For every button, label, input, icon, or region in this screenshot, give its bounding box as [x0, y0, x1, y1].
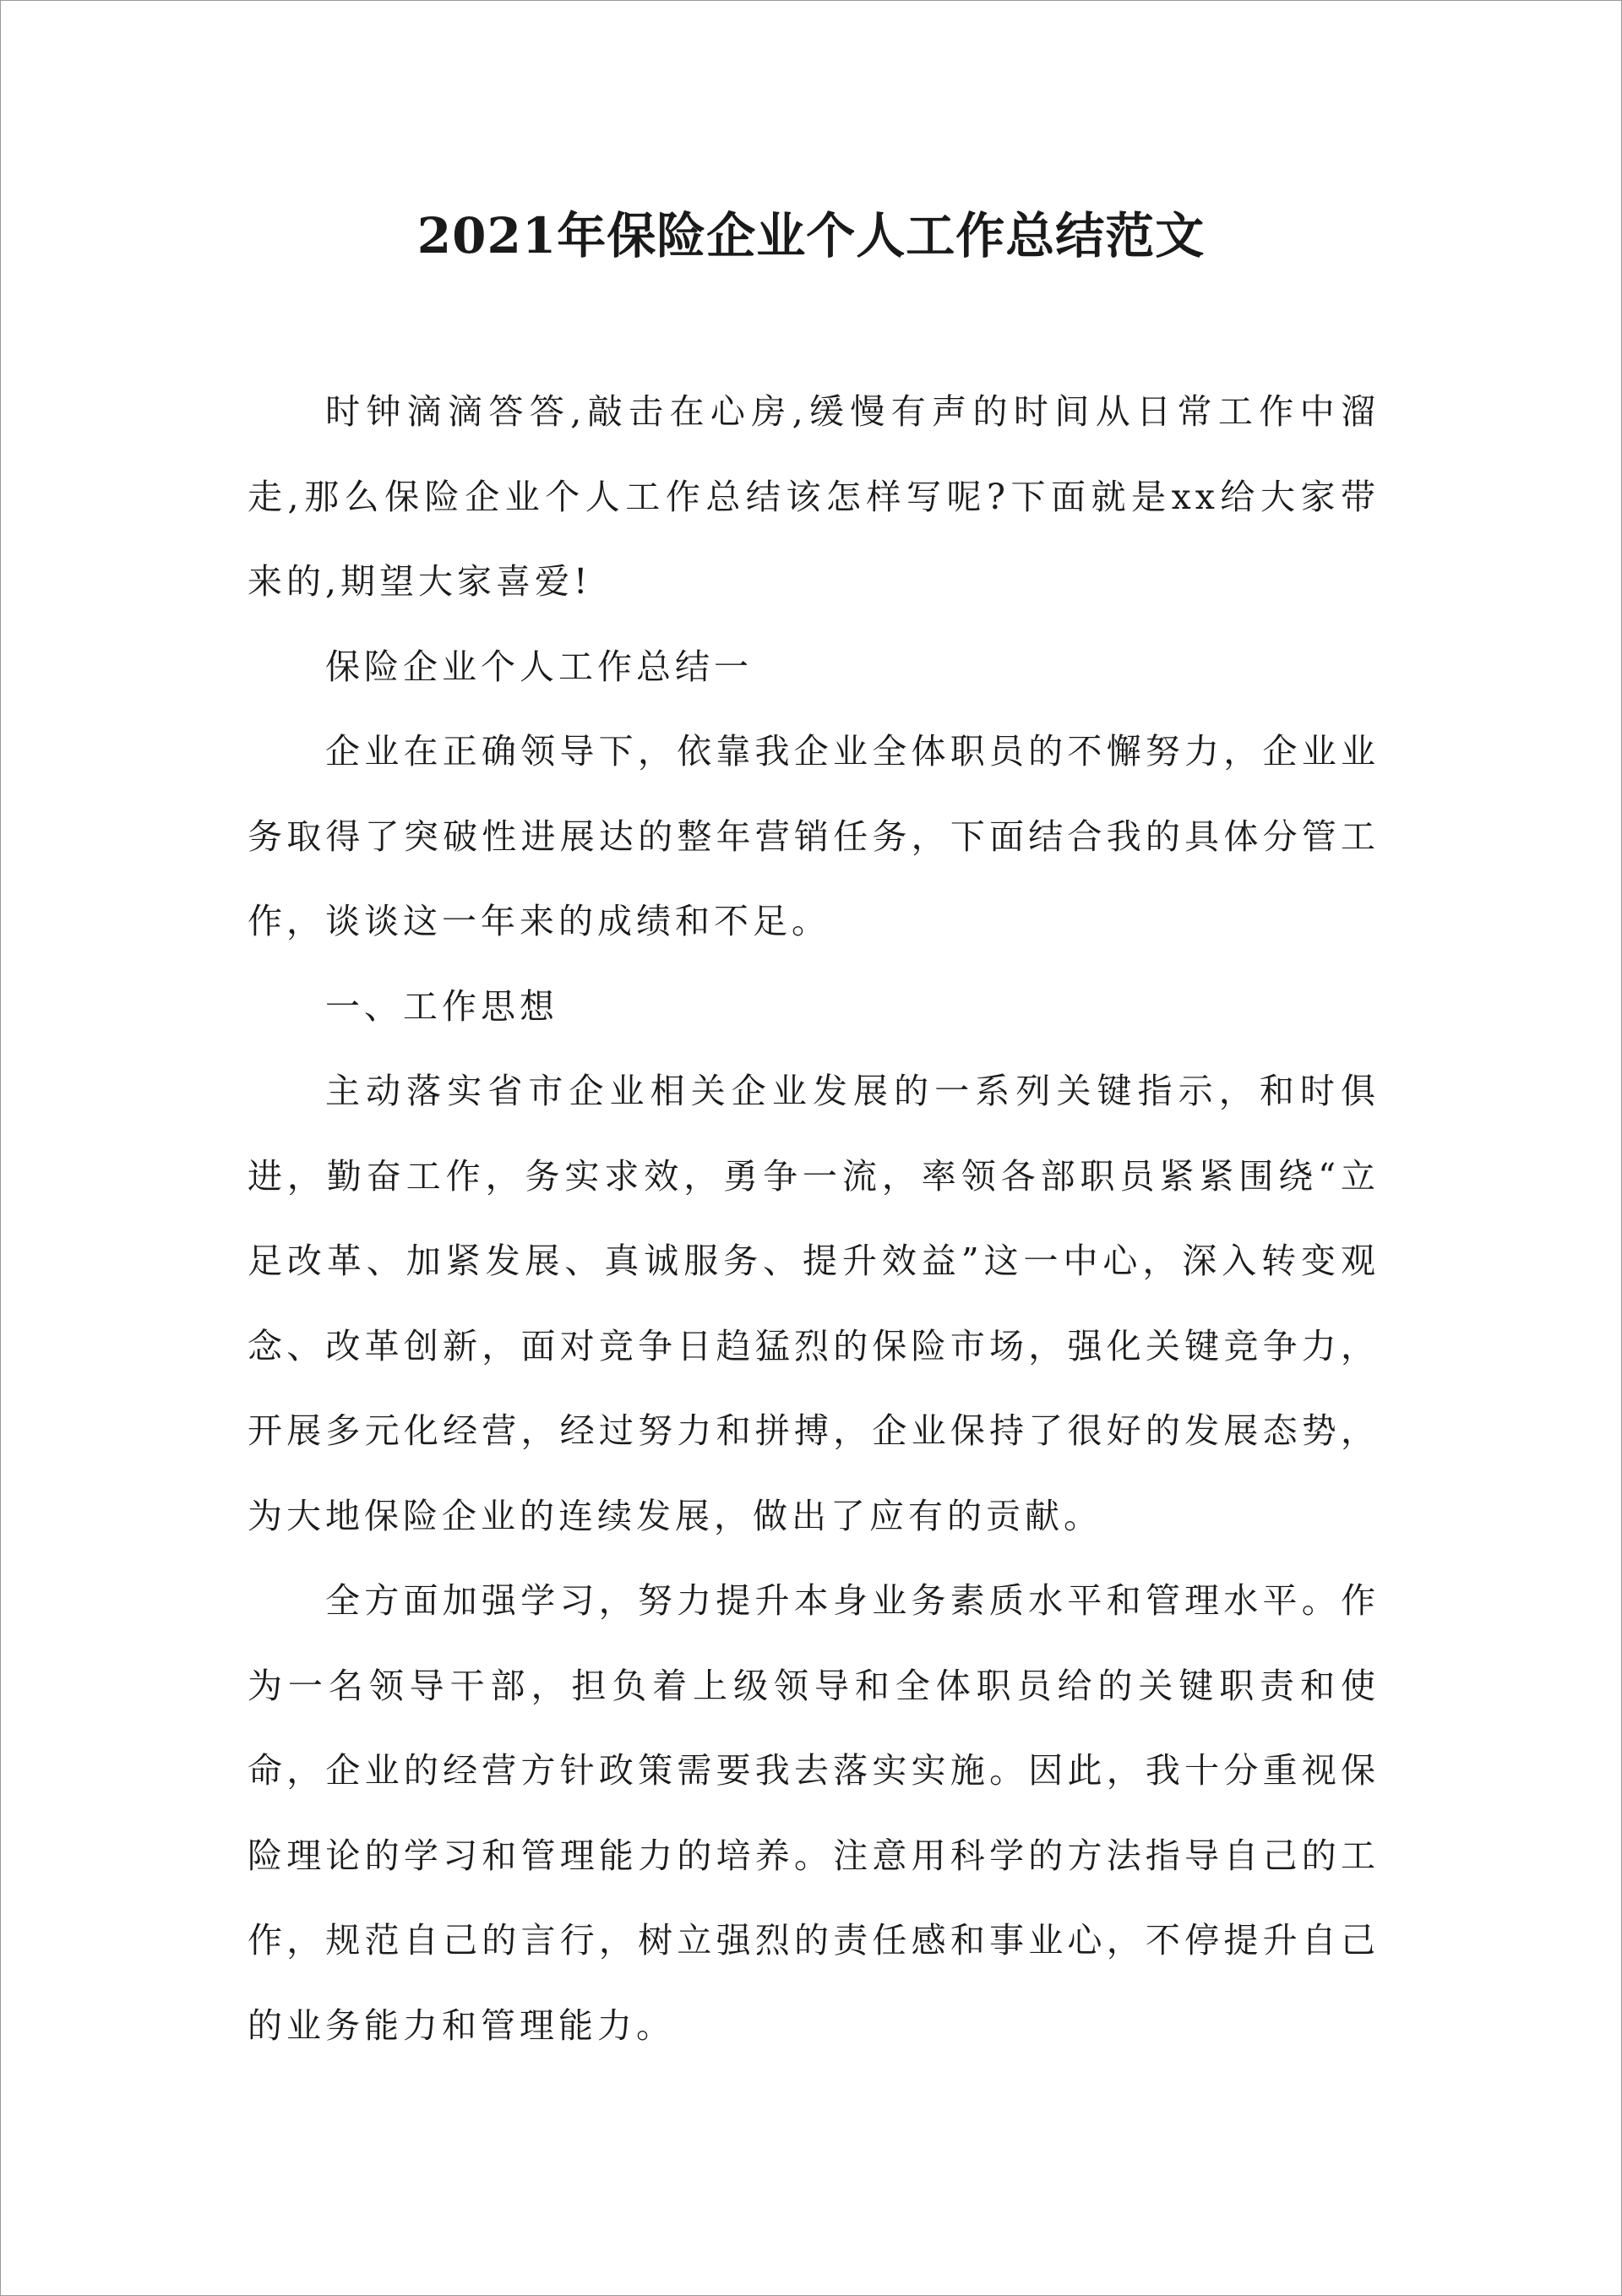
- section-heading-work-thinking: 一、工作思想: [325, 985, 558, 1027]
- document-title: 2021年保险企业个人工作总结范文: [416, 207, 1206, 265]
- paragraph-intro: 时钟滴滴答答,敲击在心房,缓慢有声的时间从日常工作中溜走,那么保险企业个人工作总结该怎样写呢?下面就是xx给大家带来的,期望大家喜爱!: [248, 391, 1380, 602]
- section-heading-summary-one: 保险企业个人工作总结一: [325, 646, 753, 687]
- paragraph-summary-opening: 企业在正确领导下，依靠我企业全体职员的不懈努力，企业业务取得了突破性进展达的整年营销任务，下面结合我的具体分管工作，谈谈这一年来的成绩和不足。: [248, 731, 1380, 941]
- document-body: [248, 369, 1380, 2068]
- paragraph-work-thinking: 主动落实省市企业相关企业发展的一系列关键指示，和时俱进，勤奋工作，务实求效，勇争一流，率领各部职员紧紧围绕“立足改革、加紧发展、真诚服务、提升效益”这一中心，深入转变观念、改革创新，面对竞争日趋猛烈的保险市场，强化关键竞争力，开展多元化经营，经过努力和拼搏，企业保持了很好的发展态势，为大地保险企业的连续发展，做出了应有的贡献。: [248, 1071, 1380, 1536]
- paragraph-learning: 全方面加强学习，努力提升本身业务素质水平和管理水平。作为一名领导干部，担负着上级领导和全体职员给的关键职责和使命，企业的经营方针政策需要我去落实实施。因此，我十分重视保险理论的学习和管理能力的培养。注意用科学的方法指导自己的工作，规范自己的言行，树立强烈的责任感和事业心，不停提升自己的业务能力和管理能力。: [248, 1580, 1380, 2046]
